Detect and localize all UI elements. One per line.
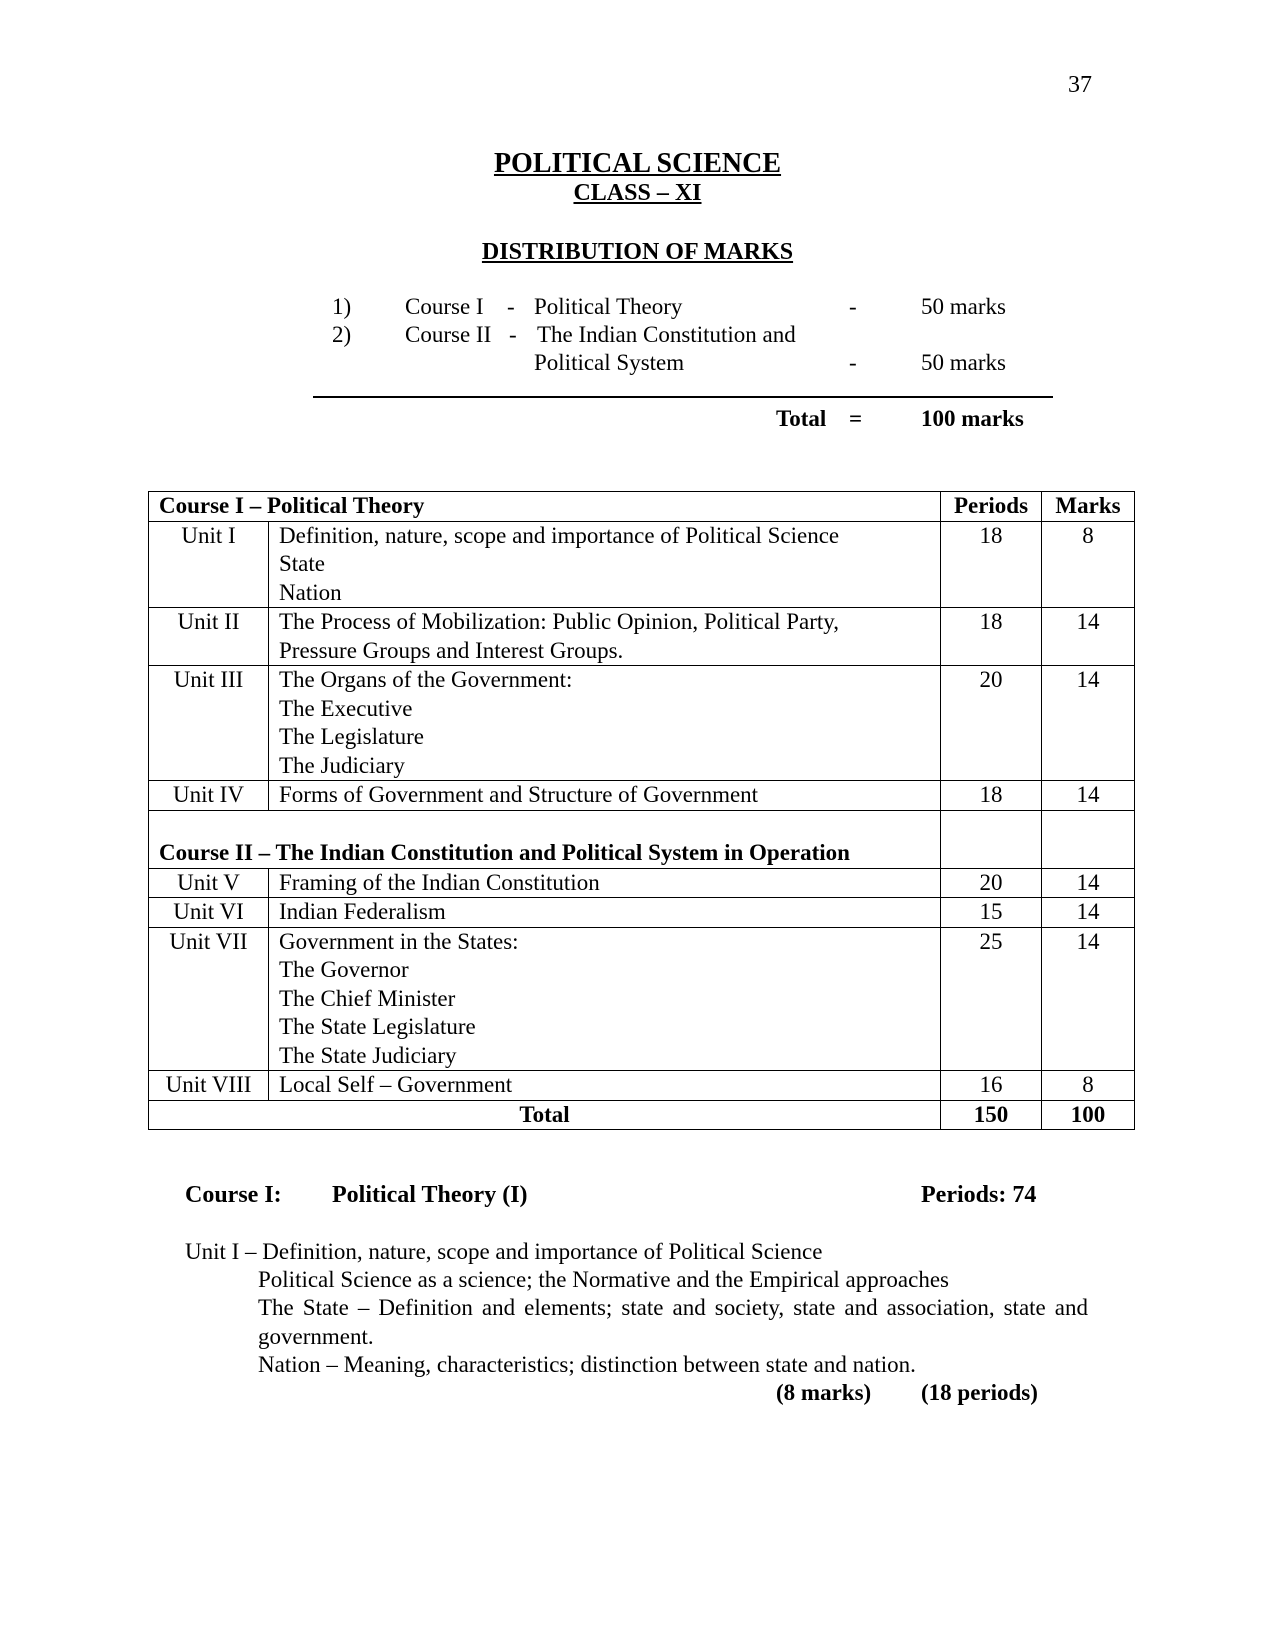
dist-total-label: Total [776, 406, 827, 431]
topic-line: The State Legislature [279, 1014, 476, 1039]
distribution-title: DISTRIBUTION OF MARKS [481, 239, 794, 265]
marks-cell: 14 [1042, 868, 1135, 898]
topic-line: Government in the States: [279, 928, 519, 954]
periods-cell: 18 [941, 781, 1042, 811]
unit-cell: Unit V [149, 868, 269, 898]
table-row [149, 927, 1135, 1071]
topic-line: Local Self – Government [279, 1072, 513, 1097]
unit-marks: (8 marks) [776, 1380, 872, 1405]
periods-cell: 15 [941, 898, 1042, 928]
topic-line: The Executive [279, 695, 413, 721]
topic-line: The Process of Mobilization: Public Opinion, Political Party, [279, 609, 840, 634]
dist-item-2-dash2: - [849, 350, 857, 375]
unit-cell: Unit IV [149, 781, 269, 811]
periods-cell: 20 [941, 666, 1042, 781]
marks-cell: 14 [1042, 927, 1135, 1071]
topic-line: The Judiciary [279, 752, 405, 778]
dist-item-2-course: Course II [405, 322, 492, 347]
table-row [149, 666, 1135, 781]
dist-item-2-name-line2: Political System [534, 350, 685, 375]
dist-item-2-dash: - [509, 322, 517, 347]
unit-cell: Unit VIII [149, 1071, 269, 1101]
total-periods-cell: 150 [941, 1100, 1042, 1130]
periods-cell: 18 [941, 608, 1042, 666]
unit-cell: Unit VI [149, 898, 269, 928]
dist-item-1-course: Course I [405, 294, 484, 319]
page-number: 37 [1068, 72, 1092, 98]
periods-cell: 25 [941, 927, 1042, 1071]
dist-item-1-dash2: - [849, 294, 857, 319]
dist-item-1-num: 1) [332, 294, 352, 319]
marks-cell: 14 [1042, 781, 1135, 811]
topics-cell [269, 868, 941, 898]
marks-cell: 8 [1042, 521, 1135, 608]
table-header-row [149, 492, 1135, 522]
total-marks-cell: 100 [1042, 1100, 1135, 1130]
topic-line: Nation [279, 579, 342, 605]
unit-cell: Unit III [149, 666, 269, 781]
dist-item-1-name: Political Theory [534, 294, 683, 319]
topic-line: The Governor [279, 957, 409, 982]
empty-cell [1042, 810, 1135, 868]
topic-line: The Chief Minister [279, 985, 456, 1011]
topic-line: Definition, nature, scope and importance of Political Science [279, 522, 840, 548]
topics-cell [269, 898, 941, 928]
topics-cell [269, 608, 941, 666]
topics-cell [269, 781, 941, 811]
topics-cell [269, 521, 941, 608]
distribution-divider [313, 396, 1053, 398]
empty-cell [941, 810, 1042, 868]
topic-line: Indian Federalism [279, 899, 446, 924]
topic-line: The State Judiciary [279, 1042, 457, 1068]
page-title: POLITICAL SCIENCE [493, 148, 782, 179]
unit-paragraph: The State – Definition and elements; state and society, state and association, state and government. [258, 1295, 1088, 1349]
marks-cell: 14 [1042, 666, 1135, 781]
course-label: Course I: [185, 1182, 282, 1208]
course-periods: Periods: 74 [921, 1182, 1037, 1208]
unit-cell: Unit I [149, 521, 269, 608]
table-row [149, 521, 1135, 608]
unit-periods: (18 periods) [921, 1380, 1038, 1405]
periods-cell: 18 [941, 521, 1042, 608]
topic-line: The Legislature [279, 724, 424, 749]
marks-table [148, 491, 1135, 1130]
dist-item-2-name-line1: The Indian Constitution and [537, 322, 796, 347]
total-label-cell: Total [149, 1100, 941, 1130]
dist-item-2-marks: 50 marks [921, 350, 1006, 375]
dist-total-value: 100 marks [921, 406, 1024, 431]
table-row [149, 1071, 1135, 1101]
marks-cell: 14 [1042, 898, 1135, 928]
periods-cell: 16 [941, 1071, 1042, 1101]
course2-heading-row [149, 810, 1135, 868]
topic-line: The Organs of the Government: [279, 667, 573, 692]
table-row [149, 868, 1135, 898]
course-name: Political Theory (I) [332, 1182, 528, 1208]
unit-paragraph: Political Science as a science; the Normative and the Empirical approaches [258, 1267, 949, 1292]
table-row [149, 781, 1135, 811]
topic-line: State [279, 551, 325, 576]
topic-line: Pressure Groups and Interest Groups. [279, 637, 624, 663]
topics-cell [269, 1071, 941, 1101]
dist-item-2-num: 2) [332, 322, 352, 347]
unit-cell: Unit II [149, 608, 269, 666]
dist-total-eq: = [849, 406, 863, 431]
periods-cell: 20 [941, 868, 1042, 898]
unit-paragraph: Nation – Meaning, characteristics; distinction between state and nation. [258, 1352, 916, 1377]
topic-line: Framing of the Indian Constitution [279, 869, 600, 895]
unit-cell: Unit VII [149, 927, 269, 1071]
unit-heading: Unit I – Definition, nature, scope and importance of Political Science [185, 1239, 823, 1264]
dist-item-1-marks: 50 marks [921, 294, 1006, 319]
course1-heading: Course I – Political Theory [149, 492, 941, 522]
table-total-row [149, 1100, 1135, 1130]
marks-cell: 14 [1042, 608, 1135, 666]
topics-cell [269, 927, 941, 1071]
topic-line: Forms of Government and Structure of Government [279, 782, 759, 807]
marks-column-header: Marks [1042, 492, 1135, 522]
periods-column-header: Periods [941, 492, 1042, 522]
class-subtitle: CLASS – XI [573, 180, 702, 206]
dist-item-1-dash: - [507, 294, 515, 319]
topics-cell [269, 666, 941, 781]
marks-cell: 8 [1042, 1071, 1135, 1101]
table-row [149, 608, 1135, 666]
course2-heading: Course II – The Indian Constitution and Political System in Operation [149, 810, 941, 868]
table-row [149, 898, 1135, 928]
